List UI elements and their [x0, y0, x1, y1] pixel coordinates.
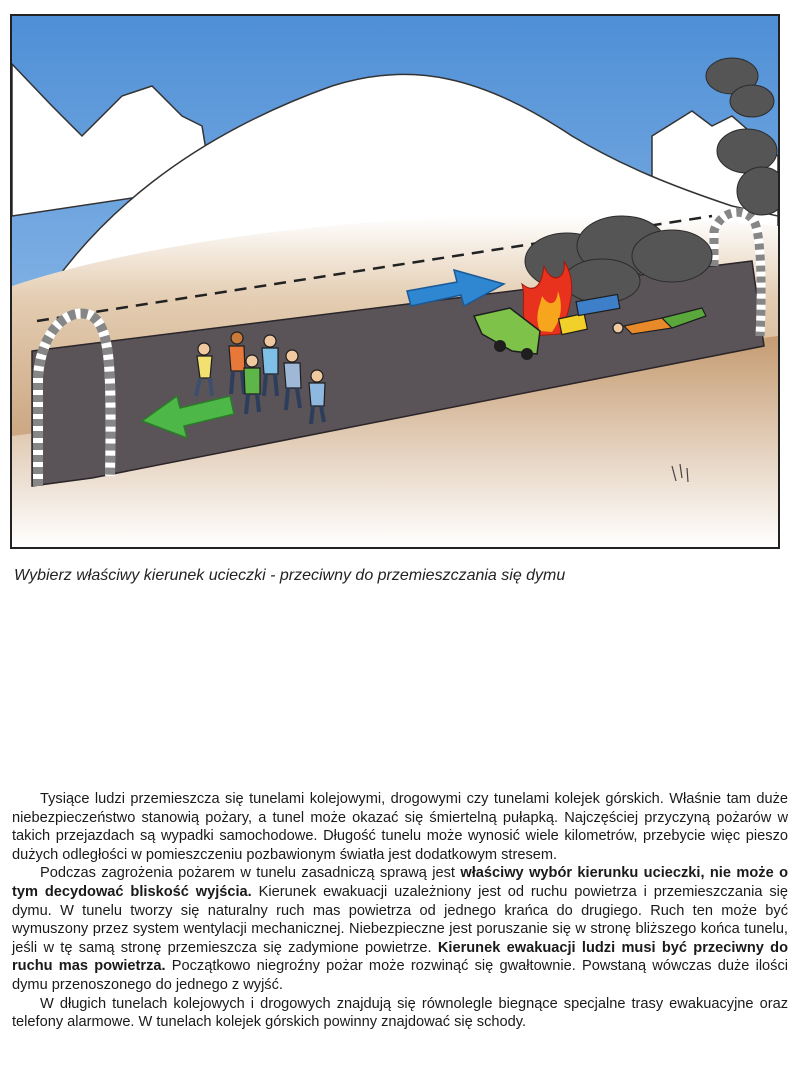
tunnel-fire-illustration — [10, 14, 780, 549]
paragraph-text: Tysiące ludzi przemieszcza się tunelami kolejowymi, drogowymi czy tunelami kolejek górskich. Właśnie tam duże niebezpieczeństwo stanowią pożary, a tunel może okazać się śmiertelną pułapką. Najczęściej przyczyną pożarów w takich przejazdach są wypadki samochodowe. Długość tunelu może wynosić wiele kilometrów, przebycie więc pieszo dużych odległości w pomieszczeniu pozbawionym światła jest dodatkowym stresem. — [12, 791, 788, 863]
paragraph-3 — [12, 995, 788, 1032]
paragraph-text: Kierunek ewakuacji uzależniony jest od ruchu powietrza i przemieszczania się dymu. W tunelu tworzy się naturalny ruch mas powietrza od jednego krańca do drugiego. Ruch ten może być wymuszony przez system wentylacji mechanicznej. Niebezpieczne jest poruszanie się w stronę bliższego końca tunelu, jeśli w tę samą stronę przemieszcza się zadymione powietrze. — [12, 883, 788, 956]
emphasis-text: właściwy wybór kierunku ucieczki, nie może o tym decydować bliskość wyjścia. — [12, 865, 788, 900]
paragraph-1 — [12, 790, 788, 864]
paragraph-text: W długich tunelach kolejowych i drogowych znajdują się równolegle biegnące specjalne trasy ewakuacyjne oraz telefony alarmowe. W tunelach kolejek górskich powinny znajdować się schody. — [12, 995, 788, 1031]
emphasis-text: Kierunek ewakuacji ludzi musi być przeciwny do ruchu mas powietrza. — [12, 939, 788, 975]
paragraph-text: Początkowo niegroźny pożar może rozwinąć się gwałtownie. Powstaną wówczas duże ilości dymu przenoszonego do jednego z wyjść. — [12, 958, 789, 993]
paragraph-2 — [12, 864, 788, 994]
article-body — [12, 790, 788, 1032]
illustration-caption: Wybierz właściwy kierunek ucieczki - przeciwny do przemieszczania się dymu — [14, 567, 566, 584]
paragraph-text: Podczas zagrożenia pożarem w tunelu zasadniczą sprawą jest — [40, 865, 461, 882]
